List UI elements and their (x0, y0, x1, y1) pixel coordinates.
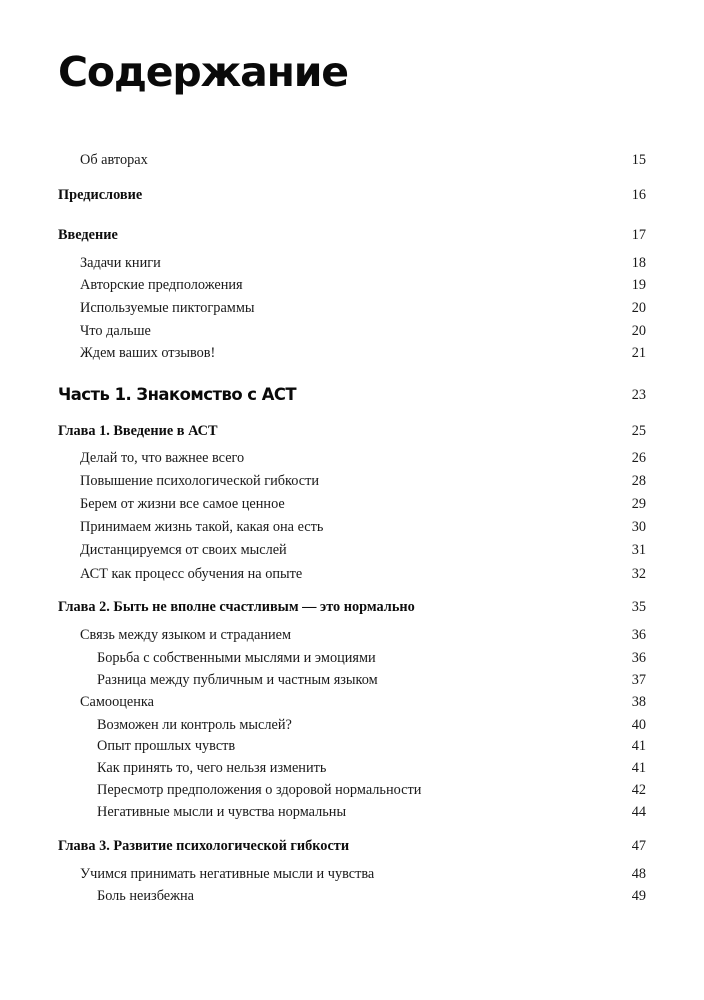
page-title: Содержание (58, 48, 348, 96)
toc-entry-chapter-2[interactable] (0, 597, 704, 617)
toc-entry-page-number: 21 (631, 345, 646, 361)
toc-entry-page-number: 42 (631, 782, 646, 798)
toc-entry-page-number: 28 (631, 473, 646, 489)
toc-entry-past-feelings[interactable] (0, 736, 704, 756)
toc-entry-page-number: 19 (631, 277, 646, 293)
toc-entry-page-number: 23 (631, 387, 646, 403)
toc-entry-title: Делай то, что важнее всего (80, 450, 245, 466)
toc-entry-book-goals[interactable] (0, 253, 704, 273)
toc-entry-page-number: 35 (631, 599, 646, 615)
toc-entry-title: Берем от жизни все самое ценное (80, 496, 285, 512)
toc-entry-title: Часть 1. Знакомство с АСТ (58, 385, 297, 404)
toc-entry-page-number: 41 (631, 760, 646, 776)
toc-entry-title: Ждем ваших отзывов! (80, 345, 216, 361)
toc-entry-page-number: 36 (631, 627, 646, 643)
toc-entry-self-esteem[interactable] (0, 692, 704, 712)
toc-entry-title: Глава 3. Развитие психологической гибкости (58, 838, 350, 854)
toc-entry-public-private-language[interactable] (0, 670, 704, 690)
toc-entry-page-number: 48 (631, 866, 646, 882)
toc-entry-introduction[interactable] (0, 225, 704, 245)
toc-entry-title: Предисловие (58, 187, 143, 203)
toc-entry-page-number: 25 (631, 423, 646, 439)
toc-entry-psych-flexibility[interactable] (0, 471, 704, 491)
toc-entry-accept-negative[interactable] (0, 864, 704, 884)
toc-entry-title: Глава 2. Быть не вполне счастливым — это нормально (58, 599, 415, 615)
toc-entry-title: Принимаем жизнь такой, какая она есть (80, 519, 324, 535)
toc-entry-title: Возможен ли контроль мыслей? (97, 717, 292, 733)
toc-entry-title: Борьба с собственными мыслями и эмоциями (97, 650, 376, 666)
toc-entry-feedback[interactable] (0, 343, 704, 363)
toc-entry-page-number: 40 (631, 717, 646, 733)
toc-entry-negative-normal[interactable] (0, 802, 704, 822)
toc-entry-page-number: 44 (631, 804, 646, 820)
toc-entry-title: Опыт прошлых чувств (97, 738, 236, 754)
toc-entry-page-number: 26 (631, 450, 646, 466)
toc-entry-title: Используемые пиктограммы (80, 300, 255, 316)
toc-entry-page-number: 20 (631, 323, 646, 339)
toc-entry-thought-control[interactable] (0, 715, 704, 735)
toc-entry-title: Авторские предположения (80, 277, 243, 293)
toc-entry-page-number: 47 (631, 838, 646, 854)
toc-entry-title: Разница между публичным и частным языком (97, 672, 378, 688)
toc-entry-page-number: 18 (631, 255, 646, 271)
toc-entry-language-suffering[interactable] (0, 625, 704, 645)
toc-entry-page-number: 17 (631, 227, 646, 243)
toc-entry-page-number: 37 (631, 672, 646, 688)
toc-entry-title: Об авторах (80, 152, 148, 168)
toc-entry-chapter-3[interactable] (0, 836, 704, 856)
toc-entry-page-number: 20 (631, 300, 646, 316)
toc-entry-page-number: 36 (631, 650, 646, 666)
toc-entry-title: Пересмотр предположения о здоровой нормальности (97, 782, 422, 798)
toc-entry-do-what-matters[interactable] (0, 448, 704, 468)
toc-entry-distance-thoughts[interactable] (0, 540, 704, 560)
toc-entry-pain-inevitable[interactable] (0, 886, 704, 906)
toc-entry-part-1[interactable] (0, 385, 704, 405)
toc-entry-about-authors[interactable] (0, 150, 704, 170)
toc-entry-page-number: 38 (631, 694, 646, 710)
toc-entry-page-number: 31 (631, 542, 646, 558)
toc-entry-title: Введение (58, 227, 118, 243)
toc-entry-chapter-1[interactable] (0, 421, 704, 441)
toc-entry-title: Негативные мысли и чувства нормальны (97, 804, 347, 820)
toc-entry-whats-next[interactable] (0, 321, 704, 341)
toc-entry-healthy-normality[interactable] (0, 780, 704, 800)
toc-entry-title: Как принять то, чего нельзя изменить (97, 760, 327, 776)
toc-entry-page-number: 41 (631, 738, 646, 754)
toc-entry-take-most-valuable[interactable] (0, 494, 704, 514)
toc-entry-preface[interactable] (0, 185, 704, 205)
toc-entry-title: Повышение психологической гибкости (80, 473, 320, 489)
toc-entry-accept-unchangeable[interactable] (0, 758, 704, 778)
toc-entry-act-learning[interactable] (0, 564, 704, 584)
toc-entry-struggle-thoughts[interactable] (0, 648, 704, 668)
toc-entry-page-number: 29 (631, 496, 646, 512)
toc-entry-title: Учимся принимать негативные мысли и чувства (80, 866, 375, 882)
toc-entry-page-number: 30 (631, 519, 646, 535)
toc-entry-icons-used[interactable] (0, 298, 704, 318)
toc-entry-page-number: 49 (631, 888, 646, 904)
toc-entry-accept-life[interactable] (0, 517, 704, 537)
toc-entry-page-number: 15 (631, 152, 646, 168)
toc-entry-title: АСТ как процесс обучения на опыте (80, 566, 303, 582)
toc-entry-assumptions[interactable] (0, 275, 704, 295)
toc-entry-title: Боль неизбежна (97, 888, 194, 904)
toc-entry-page-number: 32 (631, 566, 646, 582)
toc-entry-title: Связь между языком и страданием (80, 627, 292, 643)
toc-entry-title: Что дальше (80, 323, 151, 339)
toc-entry-title: Дистанцируемся от своих мыслей (80, 542, 287, 558)
toc-entry-title: Задачи книги (80, 255, 161, 271)
toc-entry-title: Глава 1. Введение в АСТ (58, 423, 218, 439)
toc-entry-title: Самооценка (80, 694, 154, 710)
toc-entry-page-number: 16 (631, 187, 646, 203)
